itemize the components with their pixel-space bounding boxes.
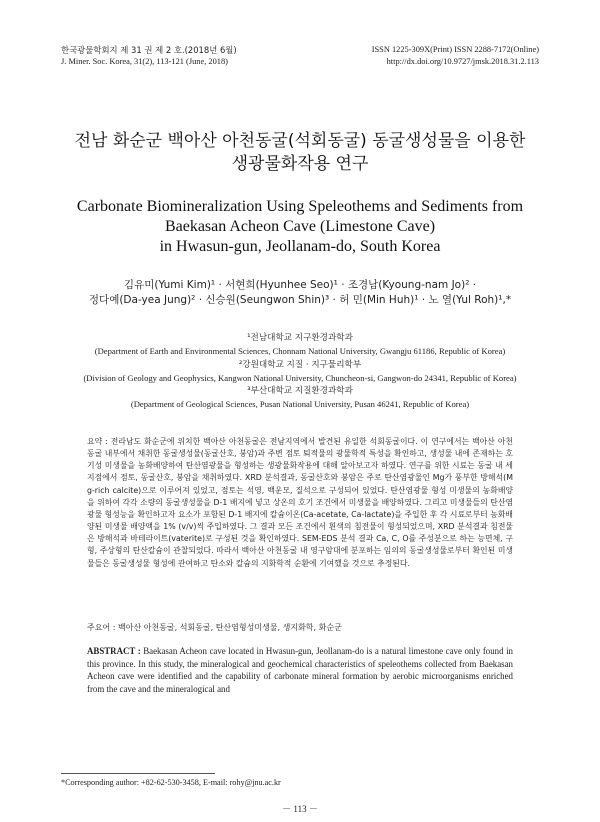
issn: ISSN 1225-309X(Print) ISSN 2288-7172(Online) <box>371 45 539 54</box>
affiliation-2-english: (Division of Geology and Geophysics, Kangwon National University, Chuncheon-si, Gangwon-do 24341, Republic of Korea) <box>83 372 517 383</box>
keywords-korean <box>87 622 540 634</box>
affiliation-3-korean: ³부산대학교 지질환경과학과 <box>247 386 353 397</box>
author-line-2: 정다예(Da-yea Jung)² · 신승원(Seungwon Shin)³ · 허 민(Min Huh)¹ · 노 열(Yul Roh)¹,* <box>88 294 512 306</box>
title-english <box>40 197 560 257</box>
journal-name-korean: 한국광물학회지 제 31 권 제 2 호.(2018년 6월) <box>61 45 237 55</box>
abstract-english-label: ABSTRACT : <box>87 646 141 656</box>
abstract-english-text: Baekasan Acheon cave located in Hwasun-gun, Jeollanam-do is a natural limestone cave only found in this province. In this study, the mineralogical and geochemical characteristics of speleothems collected from Baekasan Acheon cave were identified and the capability of carbonate mineral formation by aerobic microorganisms enriched from the cave and the mineralogical and <box>87 646 513 694</box>
abstract-english <box>87 645 513 695</box>
title-english-line-3: in Hwasun-gun, Jeollanam-do, South Korea <box>159 238 441 255</box>
author-list <box>40 278 560 308</box>
corresponding-author-footnote: *Corresponding author: +82-62-530-3458, E-mail: rohy@jnu.ac.kr <box>61 778 281 787</box>
affiliation-3-english: (Department of Geological Sciences, Pusan National University, Pusan 46241, Republic of Korea) <box>130 399 470 410</box>
abstract-korean-label: 요약 : <box>87 437 108 446</box>
affiliations <box>40 332 560 412</box>
affiliation-1-english: (Department of Earth and Environmental Sciences, Chonnam National University, Gwangju 61186, Republic of Korea) <box>94 346 506 357</box>
doi-link[interactable]: http://dx.doi.org/10.9727/jmsk.2018.31.2.113 <box>386 57 539 66</box>
title-korean-line-2: 생광물화작용 연구 <box>231 154 369 174</box>
keywords-text: 백아산 아천동굴, 석회동굴, 탄산염형성미생물, 생지화학, 화순군 <box>117 623 342 632</box>
running-header <box>61 44 539 68</box>
affiliation-2-korean: ²강원대학교 지질 · 지구물리학부 <box>238 359 362 370</box>
footnote-divider <box>61 773 215 774</box>
keywords-label: 주요어 : <box>87 623 116 632</box>
title-korean-line-1: 전남 화순군 백아산 아천동굴(석회동굴) 동굴생성물을 이용한 <box>74 131 526 151</box>
title-english-line-2: Baekasan Acheon Cave (Limestone Cave) <box>164 218 436 235</box>
abstract-korean <box>87 436 513 570</box>
title-english-line-1: Carbonate Biomineralization Using Speleothems and Sediments from <box>76 198 524 215</box>
title-korean <box>40 130 560 176</box>
journal-citation: J. Miner. Soc. Korea, 31(2), 113-121 (June, 2018) <box>61 57 228 66</box>
author-line-1: 김유미(Yumi Kim)¹ · 서현희(Hyunhee Seo)¹ · 조경남(Kyoung-nam Jo)² · <box>123 279 477 291</box>
affiliation-1-korean: ¹전남대학교 지구환경과학과 <box>247 333 353 343</box>
abstract-korean-text: 전라남도 화순군에 위치한 백아산 아천동굴은 전남지역에서 발견된 유일한 석회동굴이다. 이 연구에서는 백아산 아천동굴 내부에서 채취한 동굴생성물(동굴산호, 붕암)과 주변 점토 퇴적물의 광물학적 특성을 확인하고, 생성물 내에 존재하는 호기성 미생물을 농화배양하여 탄산염광물을 형성하는 생광물화작용에 대해 알아보고자 하였다. 연구를 위한 시료는 동굴 내 세 지점에서 점토, 동굴산호, 붕암을 채취하였다. XRD 분석결과, 동굴산호와 붕암은 주로 탄산염광물인 Mg가 풍부한 방해석(Mg-rich calcite)으로 이루어져 있었고, 점토는 석영, 백운모, 질석으로 구성되어 있었다. 탄산염광물 형성 미생물의 농화배양을 위하여 각각 소량의 동굴생성물을 D-1 배지에 넣고 상온의 호기 조건에서 미생물을 배양하였다. 그리고 미생물들의 탄산염광물 형성능을 확인하고자 요소가 포함된 D-1 배지에 칼슘이온(Ca-acetate, Ca-lactate)을 주입한 후 각 시료로부터 농화배양된 미생물 배양액을 1% (v/v)씩 주입하였다. 그 결과 모든 조건에서 흰색의 침전물이 형성되었으며, XRD 분석결과 침전물은 방해석과 바테라이트(vaterite)로 구성된 것을 확인하였다. SEM-EDS 분석 결과 Ca, C, O를 주성분으로 하는 능면체, 구형, 주상형의 탄산칼슘이 관찰되었다. 따라서 백아산 아천동굴 내 영구암대에 분포하는 임의의 동굴생성물로부터 확인된 미생물들은 동굴생성물 형성에 관여하고 탄소와 칼슘의 지화학적 순환에 기여했을 것으로 추정된다. <box>87 437 513 568</box>
page-number: － 113 － <box>282 804 318 814</box>
